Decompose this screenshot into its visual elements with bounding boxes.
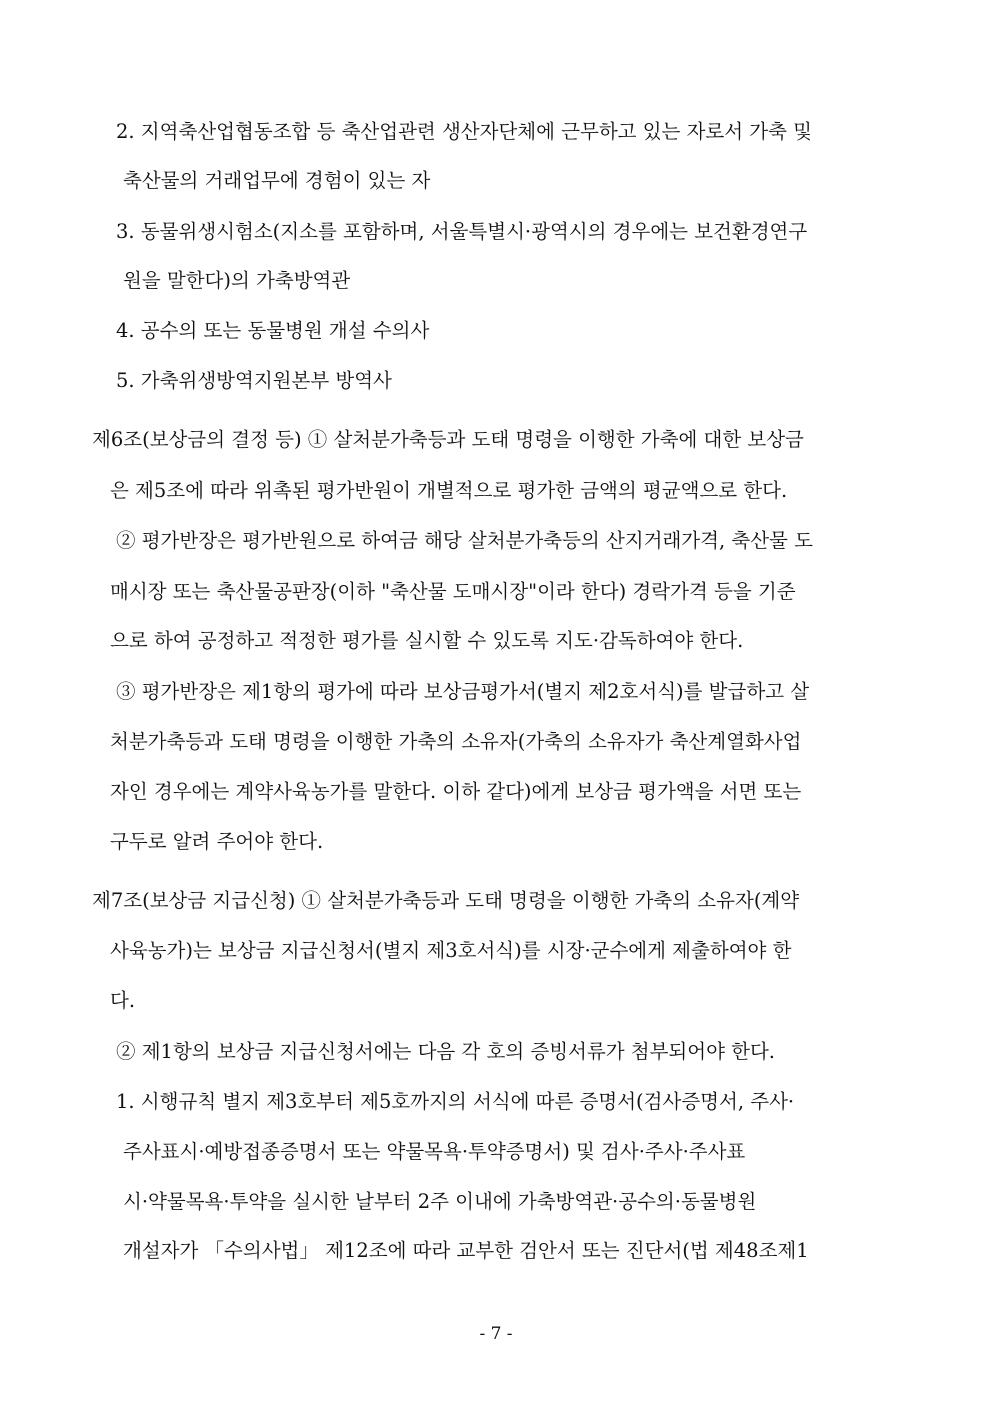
text-line-8: 은 제5조에 따라 위촉된 평가반원이 개별적으로 평가한 금액의 평균액으로 한다. bbox=[110, 479, 788, 502]
text-line-10: 매시장 또는 축산물공판장(이하 "축산물 도매시장"이라 한다) 경락가격 등을 기준 bbox=[110, 580, 796, 603]
text-line-19: ② 제1항의 보상금 지급신청서에는 다음 각 호의 증빙서류가 첨부되어야 한다. bbox=[116, 1040, 776, 1063]
text-line-14: 자인 경우에는 계약사육농가를 말한다. 이하 같다)에게 보상금 평가액을 서면 또는 bbox=[110, 780, 802, 803]
text-line-15: 구두로 알려 주어야 한다. bbox=[110, 830, 324, 853]
text-line-22: 시·약물목욕·투약을 실시한 날부터 2주 이내에 가축방역관·공수의·동물병원 bbox=[123, 1190, 757, 1213]
text-line-18: 다. bbox=[110, 989, 136, 1012]
text-line-12: ③ 평가반장은 제1항의 평가에 따라 보상금평가서(별지 제2호서식)를 발급하고 살 bbox=[116, 680, 810, 703]
text-line-20: 1. 시행규칙 별지 제3호부터 제5호까지의 서식에 따른 증명서(검사증명서, 주사· bbox=[116, 1090, 795, 1113]
page-number: - 7 - bbox=[479, 1324, 513, 1344]
text-line-21: 주사표시·예방접종증명서 또는 약물목욕·투약증명서) 및 검사·주사·주사표 bbox=[123, 1140, 746, 1163]
text-line-3: 3. 동물위생시험소(지소를 포함하며, 서울특별시·광역시의 경우에는 보건환경연구 bbox=[116, 220, 808, 243]
text-line-11: 으로 하여 공정하고 적정한 평가를 실시할 수 있도록 지도·감독하여야 한다. bbox=[110, 629, 744, 652]
text-line-4: 원을 말한다)의 가축방역관 bbox=[123, 269, 351, 292]
article-7-heading-line: 제7조(보상금 지급신청) ① 살처분가축등과 도태 명령을 이행한 가축의 소유자(계약 bbox=[92, 889, 800, 912]
text-line-9: ② 평가반장은 평가반원으로 하여금 해당 살처분가축등의 산지거래가격, 축산물 도 bbox=[116, 529, 813, 552]
text-line-6: 5. 가축위생방역지원본부 방역사 bbox=[116, 369, 392, 392]
text-line-5: 4. 공수의 또는 동물병원 개설 수의사 bbox=[116, 319, 430, 342]
text-line-1: 2. 지역축산업협동조합 등 축산업관련 생산자단체에 근무하고 있는 자로서 가축 및 bbox=[116, 120, 813, 143]
text-line-13: 처분가축등과 도태 명령을 이행한 가축의 소유자(가축의 소유자가 축산계열화사업 bbox=[110, 730, 802, 753]
text-line-2: 축산물의 거래업무에 경험이 있는 자 bbox=[123, 169, 431, 192]
text-line-17: 사육농가)는 보상금 지급신청서(별지 제3호서식)를 시장·군수에게 제출하여야 한 bbox=[110, 939, 792, 962]
article-6-heading-line: 제6조(보상금의 결정 등) ① 살처분가축등과 도태 명령을 이행한 가축에 대한 보상금 bbox=[92, 428, 804, 451]
text-line-23: 개설자가 「수의사법」 제12조에 따라 교부한 검안서 또는 진단서(법 제48조제1 bbox=[123, 1239, 809, 1262]
